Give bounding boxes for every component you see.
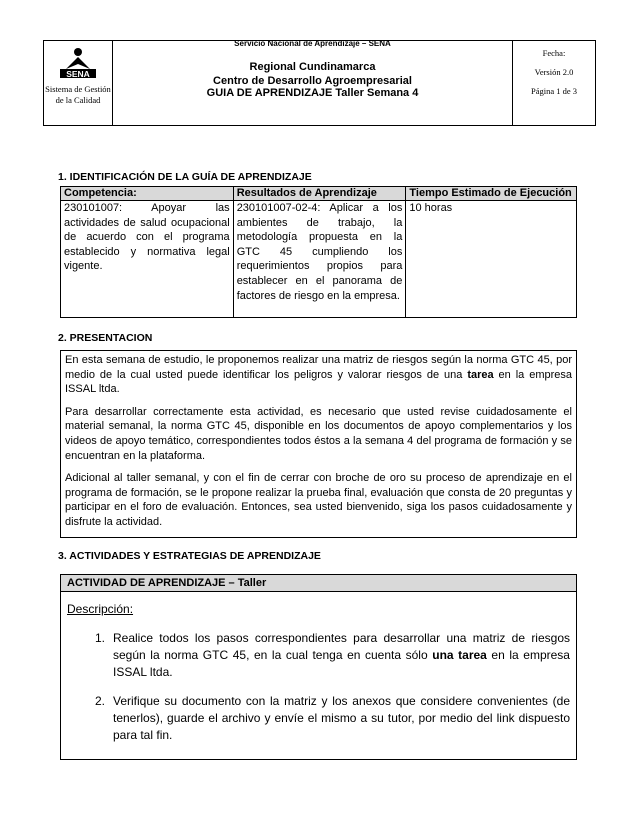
col-tiempo: Tiempo Estimado de Ejecución — [406, 187, 577, 201]
document-header — [43, 40, 596, 126]
p1-text-b: en la empresa ISSAL ltda. — [65, 368, 572, 396]
p1-text-a: En esta semana de estudio, le proponemos realizar una matriz de riesgos según la norma GTC 45, por medio de la cual usted puede identificar los peligros y valorar riesgos de una — [65, 354, 572, 381]
section-1-title: 1. IDENTIFICACIÓN DE LA GUÍA DE APRENDIZAJE — [58, 171, 312, 183]
item1-text-b: en la empresa ISSAL ltda. — [113, 648, 570, 679]
competencia-cell: 230101007: Apoyar las actividades de salud ocupacional de acuerdo con el programa establecido y normativa legal vigente. — [61, 201, 234, 318]
col-competencia: Competencia: — [61, 187, 234, 201]
header-meta-cell — [512, 41, 595, 125]
section-3-title: 3. ACTIVIDADES Y ESTRATEGIAS DE APRENDIZAJE — [58, 550, 321, 562]
presentation-paragraph-3: Adicional al taller semanal, y con el fin de cerrar con broche de oro su proceso de aprendizaje en el programa de formación, se le propone realizar la prueba final, evaluación que consta de 20 preguntas y participar en el foro de evaluación. Entonces, sea usted bienvenido, siga los pasos cuidadosamente y disfrute la actividad. — [65, 472, 572, 528]
competency-table — [60, 186, 577, 318]
presentation-box — [60, 350, 577, 538]
sena-logo-icon — [56, 47, 100, 87]
guide-title: GUIA DE APRENDIZAJE Taller Semana 4 — [206, 87, 419, 99]
activity-box — [60, 574, 577, 760]
col-resultados: Resultados de Aprendizaje — [233, 187, 406, 201]
tiempo-cell: 10 horas — [406, 201, 577, 318]
system-label: Sistema de Gestión de la Calidad — [45, 84, 111, 105]
version-label: Versión 2.0 — [534, 67, 574, 77]
list-item — [81, 693, 570, 744]
institution-name: Servicio Nacional de Aprendizaje – SENA — [234, 39, 391, 48]
resultados-cell: 230101007-02-4: Aplicar a los ambientes de trabajo, la metodología propuesta en la GTC 45 cumpliendo los requerimientos propios para establecer en el panorama de factores de riesgo en la empresa. — [233, 201, 406, 318]
item-text — [113, 630, 570, 681]
item1-bold: una tarea — [432, 648, 487, 662]
presentation-paragraph-2: Para desarrollar correctamente esta actividad, es necesario que usted revise cuidadosamente el material semanal, la norma GTC 45, disponible en los documentos de apoyo complementarios y los videos de apoyo temático, correspondientes todos éstos a la semana 4 del programa de formación y se encuentran en la plataforma. — [65, 405, 572, 462]
activity-list — [81, 630, 570, 756]
item-text: Verifique su documento con la matriz y los anexos que considere convenientes (de tenerlos), guarde el archivo y envíe el mismo a su tutor, por medio del link dispuesto para tal fin. — [113, 694, 570, 742]
header-logo-cell — [44, 41, 113, 125]
item-number: 2. — [94, 694, 105, 708]
list-item — [81, 630, 570, 681]
page-number: Página 1 de 3 — [530, 86, 578, 96]
presentation-paragraph-1 — [65, 353, 572, 397]
center-name: Centro de Desarrollo Agroempresarial — [213, 75, 412, 87]
logo-text: SENA — [66, 69, 90, 79]
date-label: Fecha: — [542, 48, 566, 58]
item-number: 1. — [94, 631, 105, 645]
p1-bold: tarea — [467, 368, 494, 381]
activity-header: ACTIVIDAD DE APRENDIZAJE – Taller — [61, 575, 576, 592]
regional-name: Regional Cundinamarca — [249, 61, 376, 73]
section-2-title: 2. PRESENTACION — [58, 332, 153, 344]
item1-text-a: Realice todos los pasos correspondientes para desarrollar una matriz de riesgos según la norma GTC 45, en la cual tenga en cuenta sólo — [113, 631, 570, 662]
description-label: Descripción: — [67, 602, 134, 616]
header-title-cell — [113, 41, 512, 125]
